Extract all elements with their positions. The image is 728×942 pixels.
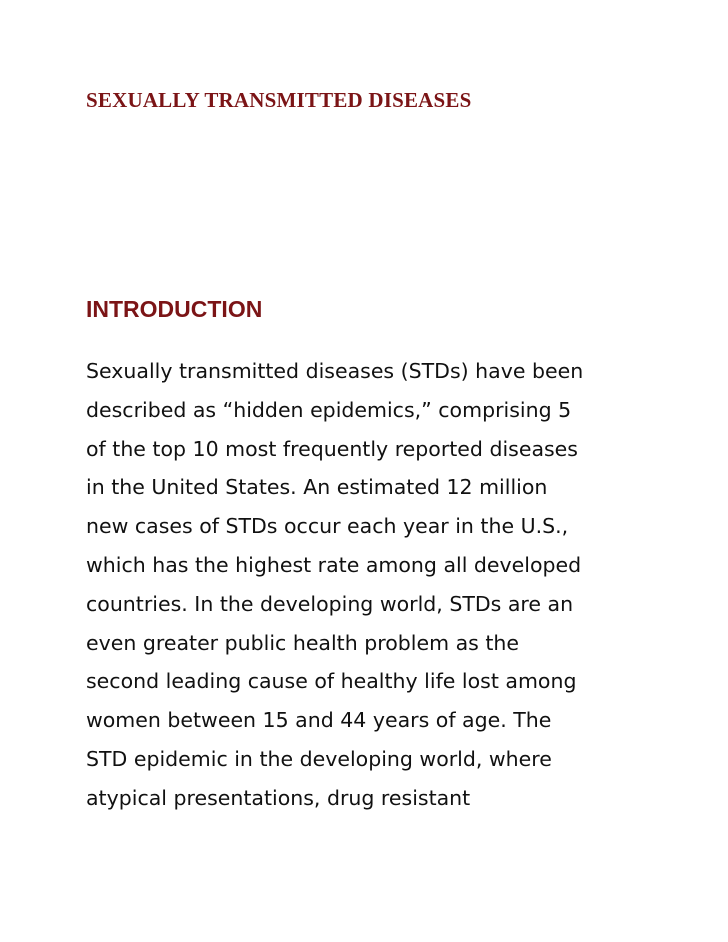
paragraph-line: women between 15 and 44 years of age. The: [86, 708, 552, 733]
paragraph-line: second leading cause of healthy life lost among: [86, 669, 577, 694]
paragraph-line: described as “hidden epidemics,” comprising 5: [86, 397, 572, 422]
paragraph-line: new cases of STDs occur each year in the U.S.,: [86, 514, 569, 539]
paragraph-line: Sexually transmitted diseases (STDs) have been: [86, 359, 584, 383]
paragraph-line: countries. In the developing world, STDs are an: [86, 591, 574, 616]
introduction-paragraph: [86, 352, 583, 818]
paragraph-line: atypical presentations, drug resistant: [86, 785, 471, 810]
paragraph-line: STD epidemic in the developing world, where: [86, 746, 552, 771]
paragraph-line: which has the highest rate among all developed: [86, 552, 582, 577]
document-title: SEXUALLY TRANSMITTED DISEASES: [86, 88, 472, 112]
section-heading-introduction: INTRODUCTION: [86, 296, 263, 322]
paragraph-line: of the top 10 most frequently reported diseases: [86, 436, 578, 461]
paragraph-line: in the United States. An estimated 12 million: [86, 475, 548, 500]
paragraph-line: even greater public health problem as the: [86, 630, 519, 655]
